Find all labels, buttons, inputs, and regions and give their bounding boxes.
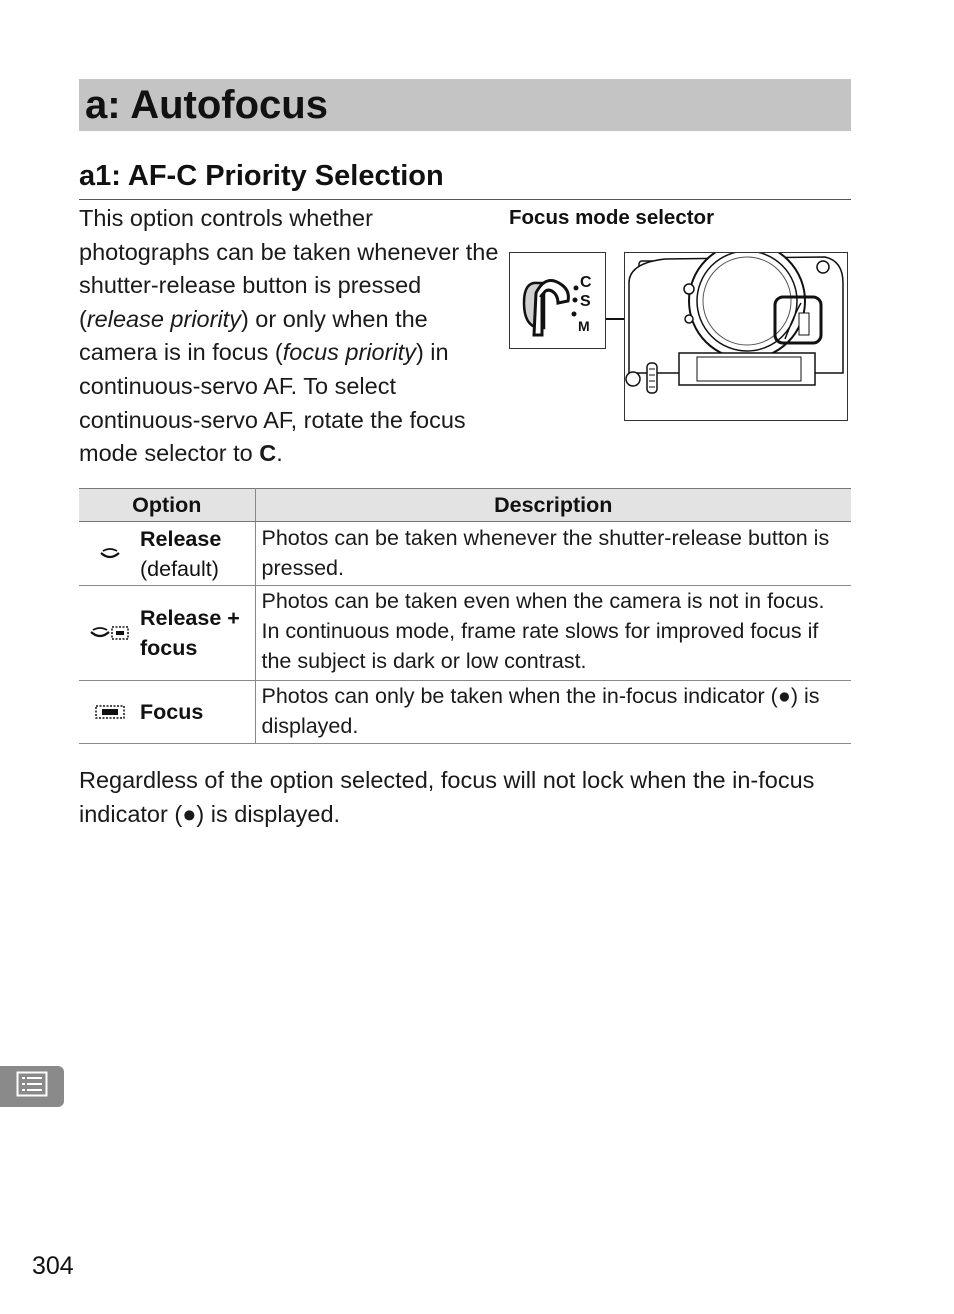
chapter-heading-bar	[79, 79, 851, 131]
description-cell	[255, 586, 851, 681]
option-description: Photos can be taken even when the camera is not in focus. In continuous mode, frame rate slows for improved focus if the subject is dark or low contrast.	[261, 589, 825, 673]
intro-paragraph	[79, 202, 499, 471]
chapter-title: a: Autofocus	[85, 83, 328, 127]
option-description: Photos can be taken whenever the shutter-release button is pressed.	[261, 526, 830, 580]
menu-list-icon	[16, 1071, 48, 1102]
table-row	[79, 522, 851, 586]
selector-label-s: S	[580, 293, 591, 310]
option-label	[140, 524, 221, 584]
intro-text: .	[276, 440, 283, 467]
option-description	[256, 681, 852, 741]
option-cell	[79, 586, 255, 681]
description-text: Photos can only be taken when the in-focus indicator (	[261, 684, 778, 708]
release-focus-icon	[79, 625, 140, 641]
closing-text: ) is displayed.	[196, 801, 341, 827]
in-focus-indicator-icon: ●	[777, 684, 791, 708]
option-column-header: Option	[79, 489, 255, 522]
c-mode-glyph: C	[259, 440, 277, 467]
option-cell	[79, 681, 255, 744]
in-focus-indicator-icon: ●	[182, 801, 197, 827]
closing-paragraph	[79, 763, 851, 831]
description-column-header: Description	[255, 489, 851, 522]
selector-label-m: M	[578, 318, 590, 334]
section-divider	[79, 199, 851, 200]
focus-icon	[79, 704, 140, 720]
options-table	[79, 488, 851, 744]
section-title: a1: AF-C Priority Selection	[79, 160, 444, 192]
description-cell	[255, 681, 851, 744]
focus-mode-selector-closeup	[509, 252, 606, 349]
option-cell	[79, 522, 255, 586]
option-label: Release + focus	[140, 606, 240, 660]
focus-priority-term: focus priority	[282, 339, 416, 366]
selector-label-c: C	[580, 274, 592, 291]
intro-text: This option controls whether photographs can be taken whenever the shutter-release button is pressed (	[79, 205, 499, 332]
option-label: Focus	[140, 700, 204, 724]
description-cell	[255, 522, 851, 586]
chapter-side-tab[interactable]	[0, 1066, 64, 1107]
option-label-text: Release	[140, 527, 222, 551]
intro-text: ) or only when the camera is in focus (	[79, 305, 428, 366]
table-header-row	[79, 489, 851, 522]
intro-text: ) in continuous-servo AF. To select continuous-servo AF, rotate the focus mode selector to	[79, 339, 466, 467]
figure-caption: Focus mode selector	[509, 206, 715, 229]
option-default-note: (default)	[140, 557, 219, 581]
description-text: ) is displayed.	[261, 684, 820, 738]
page-number: 304	[32, 1252, 74, 1280]
camera-body-illustration	[624, 252, 848, 421]
table-row	[79, 586, 851, 681]
release-icon	[79, 547, 140, 561]
release-priority-term: release priority	[86, 305, 241, 332]
closing-text: Regardless of the option selected, focus will not lock when the in-focus indicator (	[79, 767, 815, 827]
table-row	[79, 681, 851, 744]
